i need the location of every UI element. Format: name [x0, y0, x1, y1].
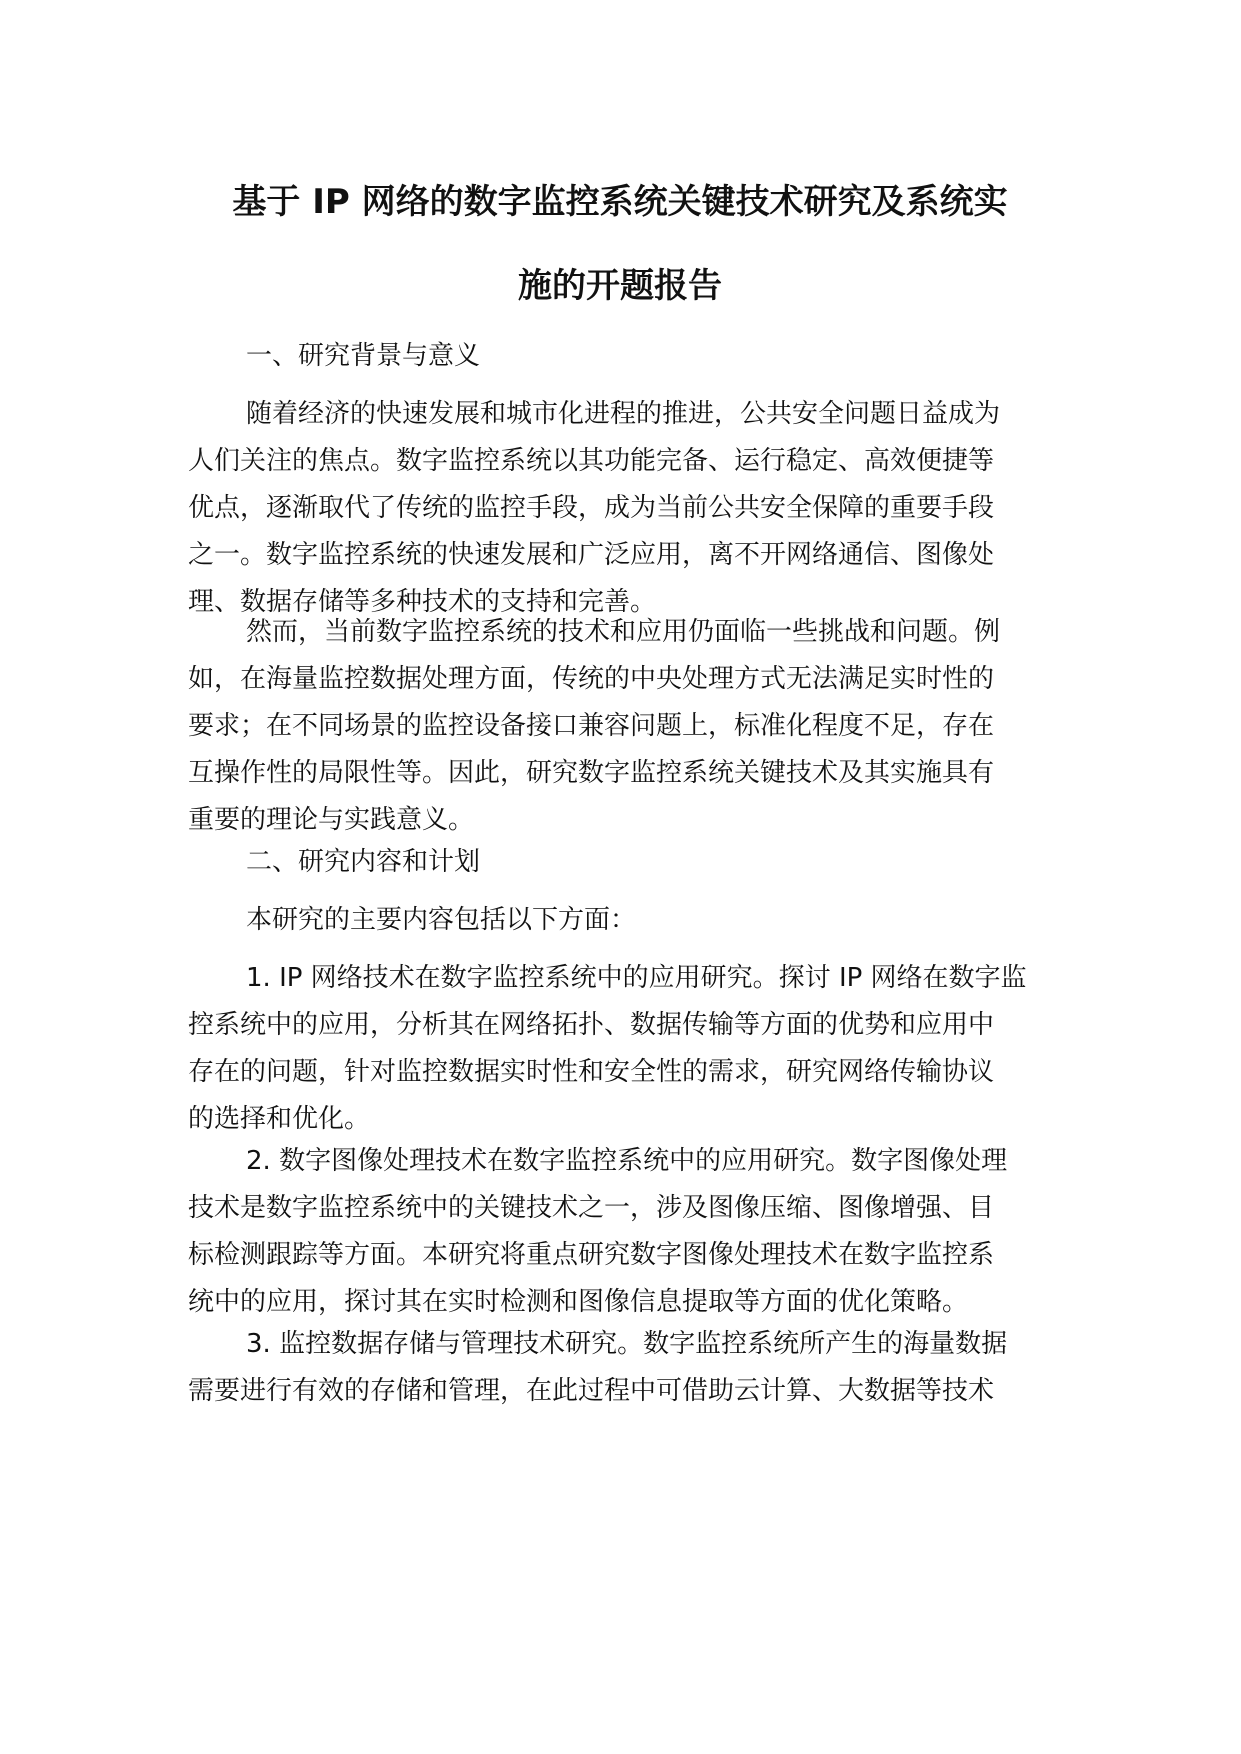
list-item-ip-network: [188, 955, 1058, 1143]
paragraph-line: 如，在海量监控数据处理方面，传统的中央处理方式无法满足实时性的: [188, 664, 995, 694]
document-title-line-1: 基于 IP 网络的数字监控系统关键技术研究及系统实: [232, 182, 1008, 222]
paragraph-line: 人们关注的焦点。数字监控系统以其功能完备、运行稳定、高效便捷等: [188, 446, 995, 476]
paragraph-line: 优点，逐渐取代了传统的监控手段，成为当前公共安全保障的重要手段: [188, 493, 995, 523]
paragraph-line: 技术是数字监控系统中的关键技术之一，涉及图像压缩、图像增强、目: [188, 1193, 995, 1223]
paragraph-line: 需要进行有效的存储和管理，在此过程中可借助云计算、大数据等技术: [188, 1376, 995, 1406]
paragraph-line: 的选择和优化。: [188, 1104, 371, 1134]
list-item-image-processing: [188, 1138, 1058, 1326]
paragraph-line: 之一。数字监控系统的快速发展和广泛应用，离不开网络通信、图像处: [188, 540, 995, 570]
section-heading-background: [188, 333, 1058, 380]
section-heading-content-plan: [188, 839, 1058, 886]
paragraph-line: 标检测跟踪等方面。本研究将重点研究数字图像处理技术在数字监控系: [188, 1240, 995, 1270]
paragraph-line: 然而，当前数字监控系统的技术和应用仍面临一些挑战和问题。例: [246, 617, 1001, 647]
paragraph-line: 3. 监控数据存储与管理技术研究。数字监控系统所产生的海量数据: [246, 1329, 1008, 1359]
paragraph-line: 2. 数字图像处理技术在数字监控系统中的应用研究。数字图像处理: [246, 1146, 1008, 1176]
document-title-line-2: 施的开题报告: [518, 266, 722, 306]
paragraph-line: 要求；在不同场景的监控设备接口兼容问题上，标准化程度不足，存在: [188, 711, 995, 741]
paragraph-line: 互操作性的局限性等。因此，研究数字监控系统关键技术及其实施具有: [188, 758, 995, 788]
paragraph-line: 重要的理论与实践意义。: [188, 805, 475, 835]
paragraph-line: 统中的应用，探讨其在实时检测和图像信息提取等方面的优化策略。: [188, 1287, 969, 1317]
list-item-data-storage: [188, 1321, 1058, 1415]
section-heading-text: 二、研究内容和计划: [246, 847, 481, 877]
intro-text: 本研究的主要内容包括以下方面：: [246, 905, 637, 935]
paragraph-line: 随着经济的快速发展和城市化进程的推进，公共安全问题日益成为: [246, 399, 1001, 429]
paragraph-challenges: [188, 609, 1058, 844]
paragraph-background: [188, 391, 1058, 626]
paragraph-line: 1. IP 网络技术在数字监控系统中的应用研究。探讨 IP 网络在数字监: [246, 963, 1027, 993]
content-intro: [188, 897, 1058, 944]
section-heading-text: 一、研究背景与意义: [246, 341, 481, 371]
paragraph-line: 存在的问题，针对监控数据实时性和安全性的需求，研究网络传输协议: [188, 1057, 995, 1087]
paragraph-line: 理、数据存储等多种技术的支持和完善。: [188, 587, 657, 617]
paragraph-line: 控系统中的应用，分析其在网络拓扑、数据传输等方面的优势和应用中: [188, 1010, 995, 1040]
